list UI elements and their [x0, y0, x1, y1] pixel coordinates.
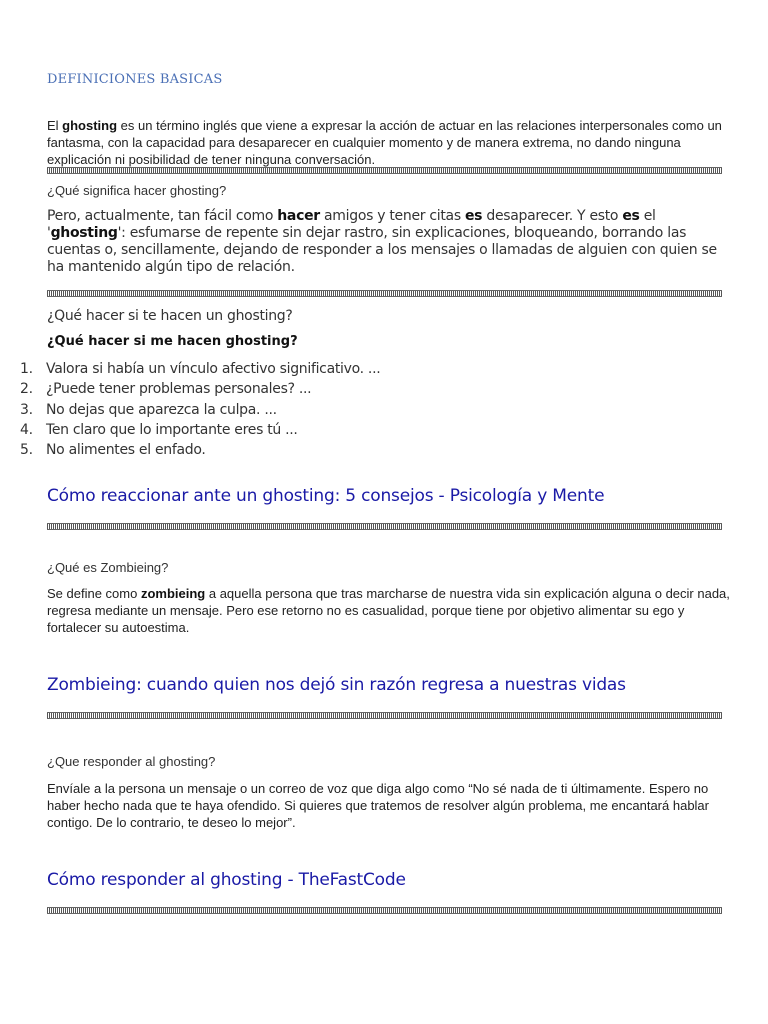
list-text: ¿Puede tener problemas personales? ... — [46, 381, 312, 398]
question-what-to-do-bold: ¿Qué hacer si me hacen ghosting? — [47, 334, 298, 349]
answer-meaning-paragraph — [47, 208, 727, 276]
intro-text-cont: es un término inglés que viene a expresar la acción de actuar en las relaciones interpersonales como un fantasma, con la capacidad para desaparecer en cualquier momento y de manera extrema, no dando ninguna explicación ni posibilidad de tener ninguna conversación. — [47, 118, 722, 167]
link-heading-thefastcode[interactable]: Cómo responder al ghosting - TheFastCode — [47, 870, 406, 890]
answer-bold-4: ghosting — [50, 225, 118, 241]
question-what-to-do: ¿Qué hacer si te hacen un ghosting? — [47, 308, 293, 324]
question-respond: ¿Que responder al ghosting? — [47, 754, 216, 769]
zombie-text-cont: a aquella persona que tras marcharse de nuestra vida sin explicación alguna o decir nada, regresa mediante un mensaje. Pero ese retorno no es casualidad, porque tiene por objetivo alimentar su ego y fortalecer su autoestima. — [47, 586, 730, 635]
link-heading-zombieing[interactable]: Zombieing: cuando quien nos dejó sin razón regresa a nuestras vidas — [47, 675, 626, 695]
list-number: 5. — [20, 442, 33, 459]
list-number: 3. — [20, 401, 33, 418]
list-text: No dejas que aparezca la culpa. ... — [46, 401, 277, 418]
separator-line — [47, 167, 722, 174]
answer-text: Pero, actualmente, tan fácil como — [47, 208, 278, 224]
answer-text-2: amigos y tener citas — [319, 208, 465, 224]
answer-text-4: el ' — [47, 208, 656, 241]
list-text: No alimentes el enfado. — [46, 442, 206, 459]
answer-text-3: desaparecer. Y esto — [482, 208, 623, 224]
list-number: 4. — [20, 421, 33, 438]
question-zombieing: ¿Qué es Zombieing? — [47, 560, 169, 575]
list-item — [20, 402, 380, 422]
separator-line — [47, 712, 722, 719]
separator-line — [47, 290, 722, 297]
separator-line — [47, 907, 722, 914]
list-text: Valora si había un vínculo afectivo significativo. ... — [46, 361, 381, 377]
tips-list — [20, 361, 380, 462]
list-text: Ten claro que lo importante eres tú ... — [46, 421, 298, 438]
zombieing-paragraph — [47, 585, 737, 636]
answer-text-5: ': esfumarse de repente sin dejar rastro, sin explicaciones, bloqueando, borrando las cuentas o, sencillamente, dejando de responder a los mensajes o llamadas de alguien con quien se ha mantenido algún tipo de relación. — [47, 225, 717, 275]
list-item — [20, 422, 380, 442]
list-item — [20, 442, 380, 462]
separator-line — [47, 523, 722, 530]
intro-keyword: ghosting — [62, 118, 118, 133]
intro-paragraph — [47, 117, 737, 168]
zombie-text: Se define como — [47, 586, 141, 601]
intro-text: El — [47, 118, 63, 133]
answer-bold-2: es — [464, 208, 483, 224]
answer-bold-1: hacer — [277, 208, 320, 224]
list-item — [20, 381, 380, 401]
answer-bold-3: es — [622, 208, 640, 224]
list-item — [20, 361, 380, 381]
list-number: 1. — [20, 361, 33, 377]
section-title: DEFINICIONES BASICAS — [47, 72, 223, 87]
link-heading-psicologia[interactable]: Cómo reaccionar ante un ghosting: 5 consejos - Psicología y Mente — [47, 486, 605, 506]
question-meaning: ¿Qué significa hacer ghosting? — [47, 183, 227, 198]
respond-paragraph: Envíale a la persona un mensaje o un correo de voz que diga algo como “No sé nada de ti últimamente. Espero no haber hecho nada que te haya ofendido. Si quieres que tratemos de resolver algún problema, me encantará hablar contigo. De lo contrario, te deseo lo mejor”. — [47, 781, 709, 830]
zombie-keyword: zombieing — [140, 586, 206, 601]
list-number: 2. — [20, 381, 33, 398]
